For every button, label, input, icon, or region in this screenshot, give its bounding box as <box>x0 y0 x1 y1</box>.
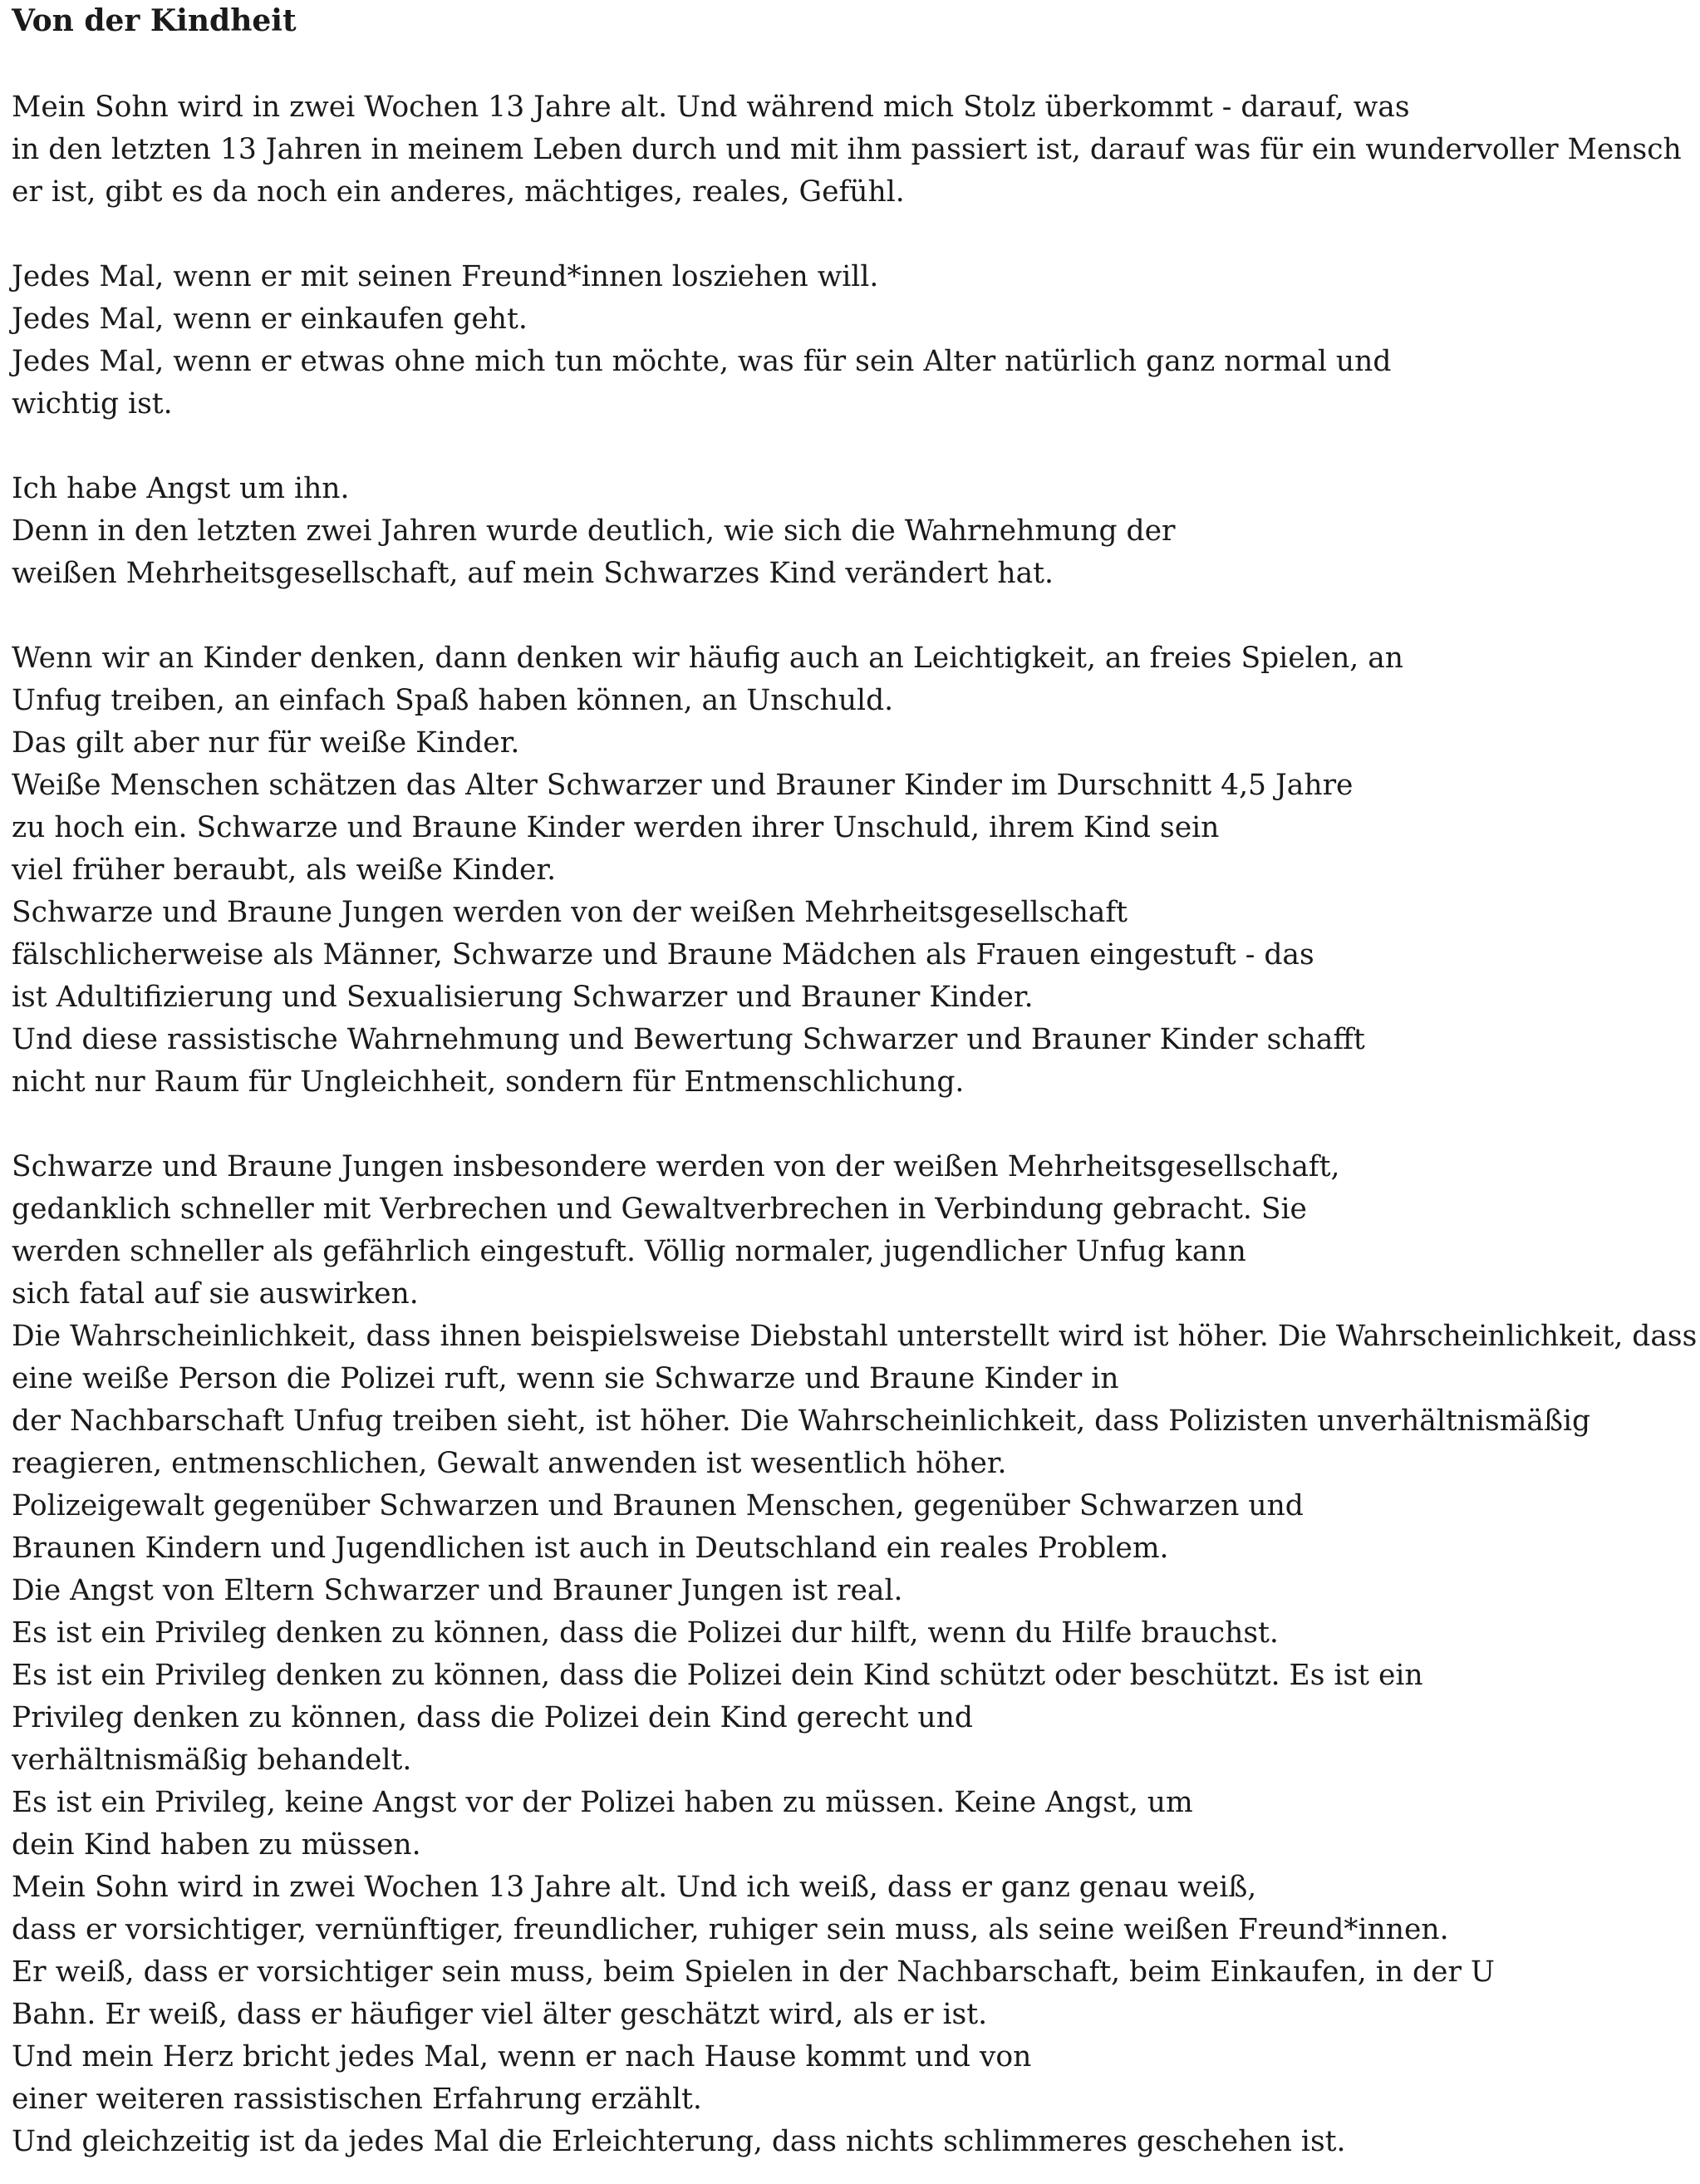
text-line: ist Adultifizierung und Sexualisierung Schwarzer und Brauner Kinder. <box>12 981 1034 1014</box>
text-line: dein Kind haben zu müssen. <box>12 1828 421 1862</box>
text-line: Das gilt aber nur für weiße Kinder. <box>12 726 520 760</box>
paragraph-angst <box>12 468 1690 595</box>
text-line: Polizeigewalt gegenüber Schwarzen und Braunen Menschen, gegenüber Schwarzen und <box>12 1489 1304 1522</box>
text-line: Unfug treiben, an einfach Spaß haben können, an Unschuld. <box>12 684 894 717</box>
text-line: Die Angst von Eltern Schwarzer und Brauner Jungen ist real. <box>12 1574 903 1607</box>
text-line: fälschlicherweise als Männer, Schwarze und Braune Mädchen als Frauen eingestuft - das <box>12 938 1314 971</box>
text-line: dass er vorsichtiger, vernünftiger, freundlicher, ruhiger sein muss, als seine weißen Freund*innen. <box>12 1913 1449 1946</box>
text-line: der Nachbarschaft Unfug treiben sieht, ist höher. Die Wahrscheinlichkeit, dass Polizisten unverhältnismäßig <box>12 1404 1591 1438</box>
text-line: Und diese rassistische Wahrnehmung und Bewertung Schwarzer und Brauner Kinder schafft <box>12 1023 1365 1056</box>
text-line: Ich habe Angst um ihn. <box>12 472 350 505</box>
document-body <box>12 86 1698 2163</box>
paragraph-intro <box>12 86 1690 214</box>
paragraph-jungen <box>12 1146 1698 2163</box>
paragraph-kinder <box>12 637 1690 1104</box>
text-line: Und mein Herz bricht jedes Mal, wenn er nach Hause kommt und von <box>12 2040 1032 2073</box>
text-line: nicht nur Raum für Ungleichheit, sondern für Entmenschlichung. <box>12 1065 965 1099</box>
text-line: in den letzten 13 Jahren in meinem Leben durch und mit ihm passiert ist, darauf was für ein wundervoller Mensch <box>12 133 1682 166</box>
text-line: gedanklich schneller mit Verbrechen und Gewaltverbrechen in Verbindung gebracht. Sie <box>12 1193 1307 1226</box>
text-line: Privileg denken zu können, dass die Polizei dein Kind gerecht und <box>12 1701 973 1734</box>
text-line: Braunen Kindern und Jugendlichen ist auch in Deutschland ein reales Problem. <box>12 1532 1169 1565</box>
text-line: Wenn wir an Kinder denken, dann denken wir häufig auch an Leichtigkeit, an freies Spielen, an <box>12 642 1404 675</box>
text-line: Schwarze und Braune Jungen insbesondere werden von der weißen Mehrheitsgesellschaft, <box>12 1150 1340 1183</box>
document-title: Von der Kindheit <box>12 3 297 38</box>
text-line: zu hoch ein. Schwarze und Braune Kinder werden ihrer Unschuld, ihrem Kind sein <box>12 811 1220 844</box>
text-line: Jedes Mal, wenn er einkaufen geht. <box>12 303 528 336</box>
text-line: Denn in den letzten zwei Jahren wurde deutlich, wie sich die Wahrnehmung der <box>12 514 1176 548</box>
text-line: Jedes Mal, wenn er mit seinen Freund*innen losziehen will. <box>12 260 879 293</box>
text-line: Schwarze und Braune Jungen werden von der weißen Mehrheitsgesellschaft <box>12 896 1128 929</box>
text-line: viel früher beraubt, als weiße Kinder. <box>12 853 557 887</box>
spacer <box>12 214 1690 256</box>
text-line: Er weiß, dass er vorsichtiger sein muss, beim Spielen in der Nachbarschaft, beim Einkaufen, in der U <box>12 1955 1495 1989</box>
text-line: verhältnismäßig behandelt. <box>12 1744 412 1777</box>
paragraph-jedes-mal <box>12 256 1690 425</box>
text-line: weißen Mehrheitsgesellschaft, auf mein Schwarzes Kind verändert hat. <box>12 557 1054 590</box>
text-line: sich fatal auf sie auswirken. <box>12 1277 419 1311</box>
document-page <box>12 0 1698 2163</box>
text-line: Es ist ein Privileg denken zu können, dass die Polizei dur hilft, wenn du Hilfe brauchst. <box>12 1616 1279 1650</box>
spacer <box>12 44 1690 86</box>
text-line: Mein Sohn wird in zwei Wochen 13 Jahre alt. Und ich weiß, dass er ganz genau weiß, <box>12 1871 1257 1904</box>
text-line: Mein Sohn wird in zwei Wochen 13 Jahre alt. Und während mich Stolz überkommt - darauf, was <box>12 91 1410 124</box>
spacer <box>12 595 1690 637</box>
text-line: Weiße Menschen schätzen das Alter Schwarzer und Brauner Kinder im Durschnitt 4,5 Jahre <box>12 769 1354 802</box>
text-line: Und gleichzeitig ist da jedes Mal die Erleichterung, dass nichts schlimmeres geschehen ist. <box>12 2125 1346 2158</box>
spacer <box>12 1104 1690 1146</box>
text-line: Es ist ein Privileg denken zu können, dass die Polizei dein Kind schützt oder beschützt. Es ist ein <box>12 1659 1423 1692</box>
text-line: einer weiteren rassistischen Erfahrung erzählt. <box>12 2083 702 2116</box>
text-line: eine weiße Person die Polizei ruft, wenn sie Schwarze und Braune Kinder in <box>12 1362 1119 1395</box>
text-line: er ist, gibt es da noch ein anderes, mächtiges, reales, Gefühl. <box>12 175 905 209</box>
text-line: wichtig ist. <box>12 387 173 421</box>
text-line: Bahn. Er weiß, dass er häufiger viel älter geschätzt wird, als er ist. <box>12 1998 988 2031</box>
spacer <box>12 425 1690 468</box>
text-line: werden schneller als gefährlich eingestuft. Völlig normaler, jugendlicher Unfug kann <box>12 1235 1246 1268</box>
text-line: Jedes Mal, wenn er etwas ohne mich tun möchte, was für sein Alter natürlich ganz normal und <box>12 345 1392 378</box>
text-line: Die Wahrscheinlichkeit, dass ihnen beispielsweise Diebstahl unterstellt wird ist höher. Die Wahrscheinlichkeit, dass <box>12 1320 1698 1353</box>
text-line: Es ist ein Privileg, keine Angst vor der Polizei haben zu müssen. Keine Angst, um <box>12 1786 1193 1819</box>
text-line: reagieren, entmenschlichen, Gewalt anwenden ist wesentlich höher. <box>12 1447 1007 1480</box>
